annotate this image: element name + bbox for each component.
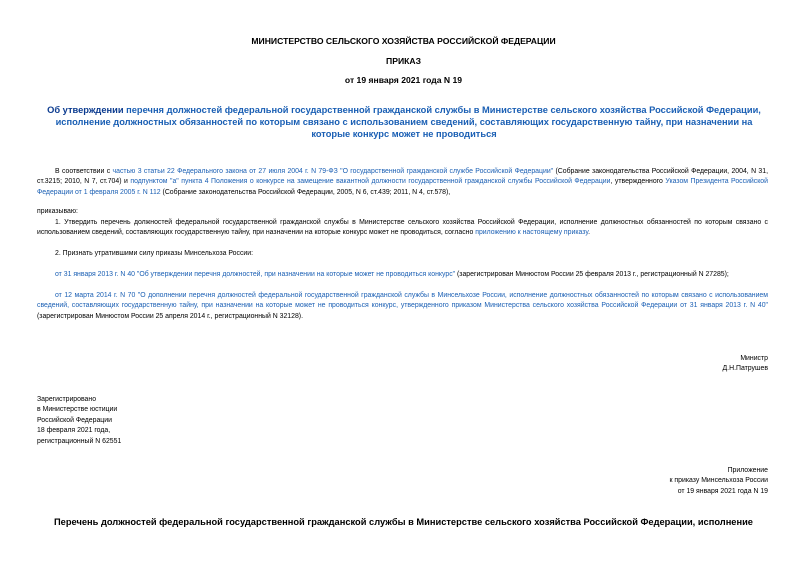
appendix-link[interactable]: приложению к настоящему приказу [475, 229, 589, 237]
repealed-order-1-text: (зарегистрирован Минюстом России 25 февраля 2013 г., регистрационный N 27285); [455, 271, 729, 278]
preamble-text-4: (Собрание законодательства Российской Федерации, 2005, N 6, ст.439; 2011, N 4, ст.578), [160, 188, 451, 196]
item-1-end: . [588, 229, 591, 237]
item-2-paragraph: 2. Признать утратившими силу приказы Минсельхоза России: [55, 250, 254, 257]
repealed-order-1 [37, 270, 768, 280]
presidential-decree-link[interactable]: Указом Президента Российской Федерации от 1 февраля 2005 г. N 112 [37, 178, 768, 196]
order-heading: ПРИКАЗ [386, 56, 421, 66]
item-1-text: 1. Утвердить перечень должностей федеральной государственной гражданской службы в Министерстве сельского хозяйства Российской Федерации, исполнение должностных обязанностей по которым связано с использованием сведений, составляющих государственную тайну, при назначении на которые конкурс может не проводиться, согласно [37, 219, 768, 237]
orders-word: приказываю: [37, 208, 78, 215]
appendix-block [669, 466, 768, 497]
repealed-order-2 [37, 291, 768, 322]
preamble-text-3: , утвержденного [610, 178, 666, 186]
competition-regulation-link[interactable]: подпунктом "а" пункта 4 Положения о конкурсе на замещение вакантной должности государственной гражданской службы Российской Федерации [130, 178, 611, 186]
appendix-line-3: от 19 января 2021 года N 19 [677, 487, 768, 495]
list-title: Перечень должностей федеральной государственной гражданской службы в Министерстве сельского хозяйства Российской Федерации, исполнение [54, 517, 753, 527]
appendix-line-2: к приказу Минсельхоза России [669, 477, 768, 485]
repealed-order-2-link[interactable]: от 12 марта 2014 г. N 70 "О дополнении перечня должностей федеральной государственной гражданской службы в Минсельхозе России, исполнение должностных обязанностей по которым связано с использованием сведений, составляющих государственную тайну, при назначении на которые может не проводиться конкурс, утвержденного приказом Министерства сельского хозяйства Российской Федерации от 31 января 2013 г. N 40" [37, 292, 768, 310]
title-link[interactable]: перечня должностей федеральной государственной гражданской службы в Министерстве сельского хозяйства Российской Федерации, исполнение должностных обязанностей по которым связано с использованием сведений, составляющих государственную тайну, при назначении на которые конкурс может не проводиться [55, 105, 761, 139]
title-prefix: Об утверждении [47, 105, 127, 115]
registration-line-2: в Министерстве юстиции [37, 406, 118, 414]
signature-role: Министр [740, 355, 768, 362]
registration-line-4: 18 февраля 2021 года, [37, 427, 111, 435]
item-1-paragraph [37, 218, 768, 239]
registration-line-3: Российской Федерации [37, 416, 112, 424]
preamble-paragraph [37, 167, 768, 198]
signature-name: Д.Н.Патрушев [722, 365, 768, 373]
repealed-order-1-link[interactable]: от 31 января 2013 г. N 40 "Об утверждении перечня должностей, при назначении на которые может не проводиться конкурс" [55, 271, 456, 278]
repealed-order-2-text: (зарегистрирован Минюстом России 25 апреля 2014 г., регистрационный N 32128). [37, 312, 304, 320]
law-79-fz-link[interactable]: частью 3 статьи 22 Федерального закона от 27 июля 2004 г. N 79-ФЗ "О государственной гражданской службе Российской Федерации" [112, 168, 554, 175]
signature-block [723, 354, 768, 375]
preamble-text-1: В соответствии с [55, 168, 113, 175]
document-title [40, 104, 768, 140]
appendix-line-1: Приложение [727, 467, 768, 474]
preamble-text-2: (Собрание законодательства Российской Федерации, 2004, N 31, ст.3215; 2010, N 7, ст.704) и [37, 168, 768, 186]
registration-block [37, 395, 121, 447]
ministry-heading: МИНИСТЕРСТВО СЕЛЬСКОГО ХОЗЯЙСТВА РОССИЙСКОЙ ФЕДЕРАЦИИ [251, 36, 556, 46]
order-date-number: от 19 января 2021 года N 19 [344, 75, 463, 85]
registration-line-5: регистрационный N 62551 [37, 437, 122, 445]
registration-line-1: Зарегистрировано [37, 396, 97, 403]
